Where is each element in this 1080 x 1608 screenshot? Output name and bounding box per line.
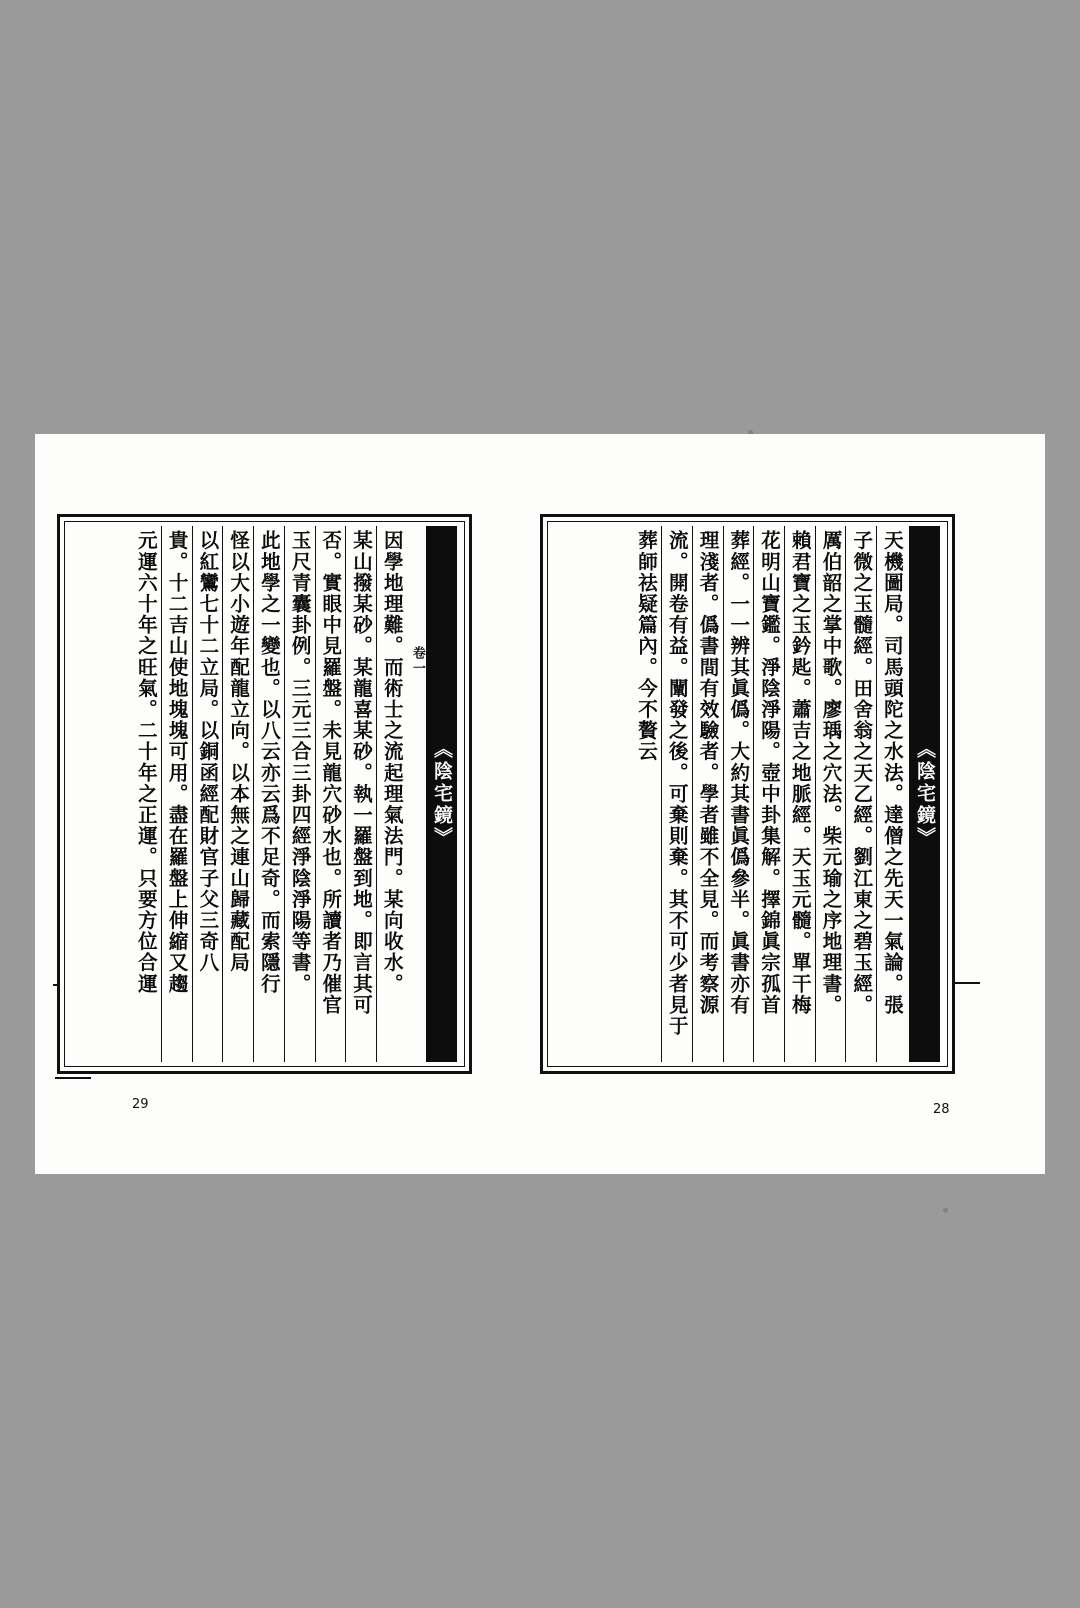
text-column: 天機圖局。司馬頭陀之水法。達僧之先天一氣論。張 <box>876 526 907 1062</box>
text-column: 怪以大小遊年配龍立向。以本無之連山歸藏配局 <box>222 526 253 1062</box>
text-frame-left-page <box>57 514 472 1074</box>
text-column: 葬經。一一辨其眞僞。大約其書眞僞參半。眞書亦有 <box>723 526 754 1062</box>
volume-label: 卷一 <box>409 646 425 676</box>
book-title-banner: 《陰宅鏡》 <box>426 526 457 1062</box>
text-column: 因學地理難。而術士之流起理氣法門。某向收水。 <box>376 526 407 1062</box>
text-column: 元運六十年之旺氣。二十年之正運。只要方位合運 <box>134 530 158 995</box>
vertical-columns-left <box>70 526 459 1062</box>
text-column: 否。實眼中見羅盤。未見龍穴砂水也。所讀者乃催官 <box>315 526 346 1062</box>
text-column: 流。開卷有益。闡發之後。可棄則棄。其不可少者見于 <box>661 526 692 1062</box>
text-column: 貴。十二吉山使地塊塊可用。盡在羅盤上伸縮又趨 <box>161 526 192 1062</box>
page-edge-tick <box>55 1077 91 1079</box>
text-column: 子微之玉髓經。田舍翁之天乙經。劉江東之碧玉經。 <box>845 526 876 1062</box>
scanned-page-sheet <box>35 434 1045 1174</box>
column-title-left <box>407 526 459 1062</box>
text-column: 某山撥某砂。某龍喜某砂。執一羅盤到地。即言其可 <box>345 526 376 1062</box>
text-column: 葬師祛疑篇內。今不贅云 <box>635 530 659 763</box>
page-number-left: 29 <box>132 1097 149 1112</box>
background-speck <box>943 1208 948 1213</box>
text-column: 花明山寶鑑。淨陰淨陽。壺中卦集解。擇錦眞宗孤首 <box>753 526 784 1062</box>
text-column: 此地學之一變也。以八云亦云爲不足奇。而索隱行 <box>253 526 284 1062</box>
book-title-banner: 《陰宅鏡》 <box>909 526 940 1062</box>
text-column: 玉尺青囊卦例。三元三合三卦四經淨陰淨陽等書。 <box>284 526 315 1062</box>
column-title-right <box>907 526 942 1062</box>
text-column: 厲伯韶之掌中歌。廖瑀之穴法。柴元瑜之序地理書。 <box>815 526 846 1062</box>
vertical-columns-right <box>553 526 942 1062</box>
text-column: 賴君寶之玉鈐匙。蕭吉之地脈經。天玉元髓。單干梅 <box>784 526 815 1062</box>
page-number-right: 28 <box>933 1102 950 1117</box>
text-frame-right-page <box>540 514 955 1074</box>
text-column: 以紅鸞七十二立局。以銅函經配財官子父三奇八 <box>192 526 223 1062</box>
text-column: 理淺者。僞書間有效驗者。學者雖不全見。而考察源 <box>692 526 723 1062</box>
